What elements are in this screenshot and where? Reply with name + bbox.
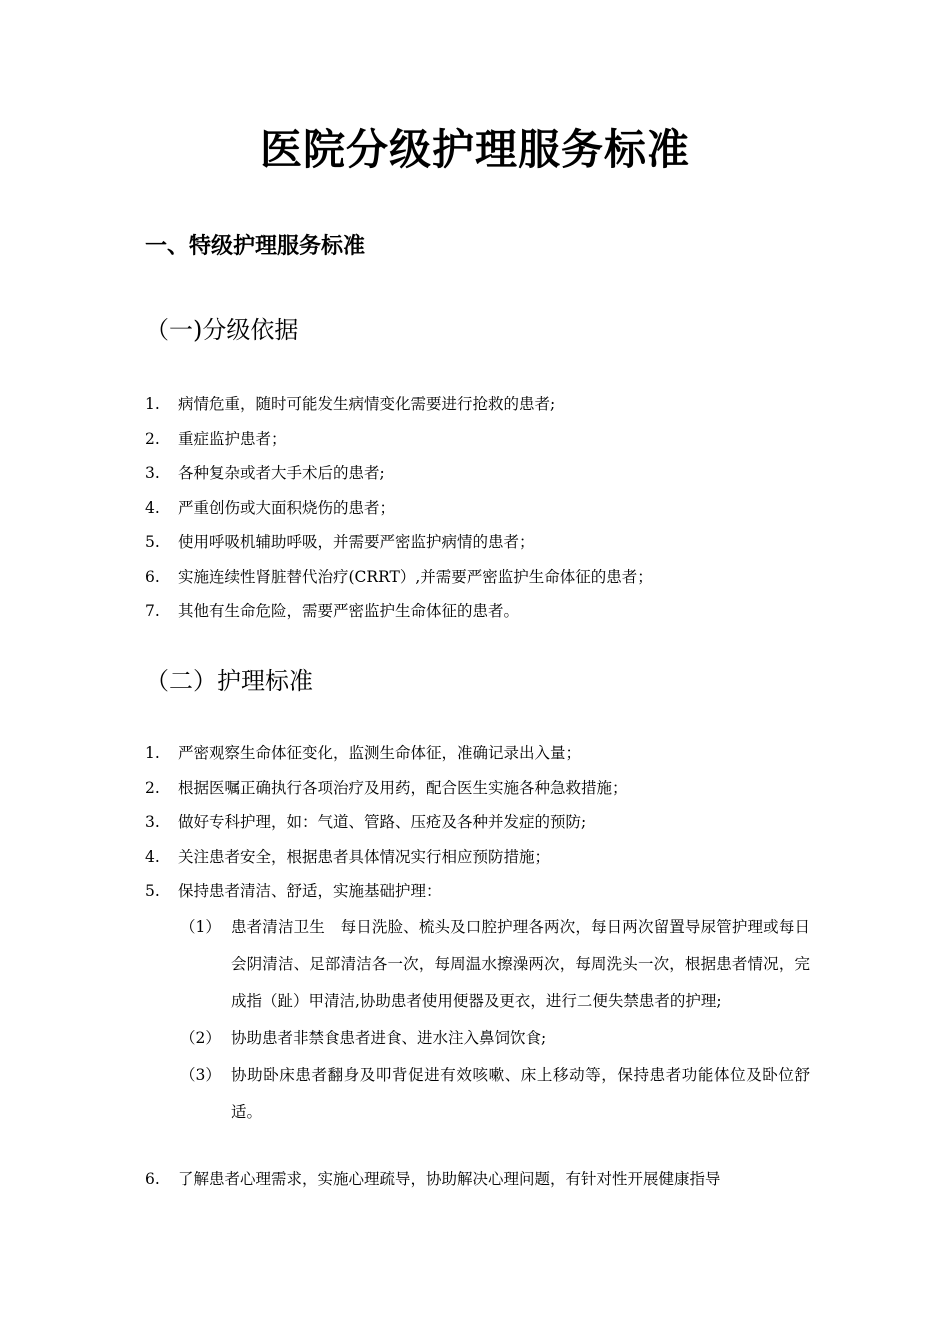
item-number: 2. bbox=[145, 429, 160, 448]
list-item bbox=[145, 805, 815, 840]
list-item bbox=[145, 491, 815, 526]
item-number: 7. bbox=[145, 602, 160, 620]
care-sublist bbox=[180, 909, 810, 1131]
item-number: 3. bbox=[145, 464, 160, 482]
list-item bbox=[145, 456, 815, 491]
item-text: 根据医嘱正确执行各项治疗及用药，配合医生实施各种急救措施； bbox=[178, 778, 628, 797]
item-number: 6. bbox=[145, 567, 160, 586]
basis-heading: （一)分级依据 bbox=[145, 316, 299, 344]
list-item bbox=[145, 840, 815, 875]
list-item bbox=[145, 736, 815, 771]
item-number: 3. bbox=[145, 813, 160, 831]
list-item bbox=[145, 422, 815, 457]
list-item bbox=[145, 387, 815, 422]
basis-list bbox=[145, 387, 815, 629]
item-text: 严密观察生命体征变化，监测生命体征，准确记录出入量； bbox=[178, 744, 582, 762]
standard-heading: （二）护理标准 bbox=[145, 667, 313, 695]
item-number: 5. bbox=[145, 882, 160, 900]
item-text: 各种复杂或者大手术后的患者; bbox=[178, 464, 385, 482]
item-number: 5. bbox=[145, 533, 160, 551]
item-text: 了解患者心理需求，实施心理疏导，协助解决心理问题，有针对性开展健康指导 bbox=[178, 1170, 721, 1188]
item-text: 实施连续性肾脏替代治疗(CRRT）,并需要严密监护生命体征的患者； bbox=[178, 567, 653, 586]
subitem-number: （2） bbox=[180, 1029, 221, 1047]
subitem-text: 协助患者非禁食患者进食、进水注入鼻饲饮食; bbox=[231, 1029, 547, 1047]
list-item bbox=[145, 525, 815, 560]
item-text: 其他有生命危险，需要严密监护生命体征的患者。 bbox=[178, 602, 520, 620]
item-text: 关注患者安全，根据患者具体情况实行相应预防措施； bbox=[178, 847, 551, 866]
item-text: 重症监护患者； bbox=[178, 429, 287, 448]
item-number: 1. bbox=[145, 744, 160, 762]
item-number: 1. bbox=[145, 395, 160, 413]
section-heading: 一、特级护理服务标准 bbox=[145, 233, 366, 259]
item-number: 2. bbox=[145, 778, 160, 797]
list-item bbox=[145, 771, 815, 806]
document-title: 医院分级护理服务标准 bbox=[259, 125, 690, 174]
subitem-number: （1） bbox=[180, 918, 221, 936]
item-text: 保持患者清洁、舒适，实施基础护理： bbox=[178, 882, 442, 900]
sublist-item bbox=[180, 909, 810, 1020]
item-number: 4. bbox=[145, 847, 160, 866]
sublist-item bbox=[180, 1020, 810, 1057]
item-text: 病情危重，随时可能发生病情变化需要进行抢救的患者; bbox=[178, 395, 556, 413]
item-text: 严重创伤或大面积烧伤的患者； bbox=[178, 498, 396, 517]
subitem-text: 患者清洁卫生 每日洗脸、梳头及口腔护理各两次，每日两次留置导尿管护理或每日会阴清洁、足部清洁各一次，每周温水擦澡两次，每周洗头一次，根据患者情况，完成指（趾）甲清洁,协助患者使用便器及更衣，进行二便失禁患者的护理; bbox=[231, 918, 810, 1010]
list-item bbox=[145, 594, 815, 629]
standard-list bbox=[145, 736, 815, 909]
sublist-item bbox=[180, 1057, 810, 1131]
subitem-number: （3） bbox=[180, 1066, 221, 1084]
item-number: 6. bbox=[145, 1170, 160, 1188]
item-text: 做好专科护理，如：气道、管路、压疮及各种并发症的预防; bbox=[178, 813, 587, 831]
list-item bbox=[145, 874, 815, 909]
subitem-text: 协助卧床患者翻身及叩背促进有效咳嗽、床上移动等，保持患者功能体位及卧位舒适。 bbox=[231, 1066, 810, 1121]
item-text: 使用呼吸机辅助呼吸，并需要严密监护病情的患者； bbox=[178, 533, 535, 551]
item-number: 4. bbox=[145, 498, 160, 517]
list-item bbox=[145, 560, 815, 595]
